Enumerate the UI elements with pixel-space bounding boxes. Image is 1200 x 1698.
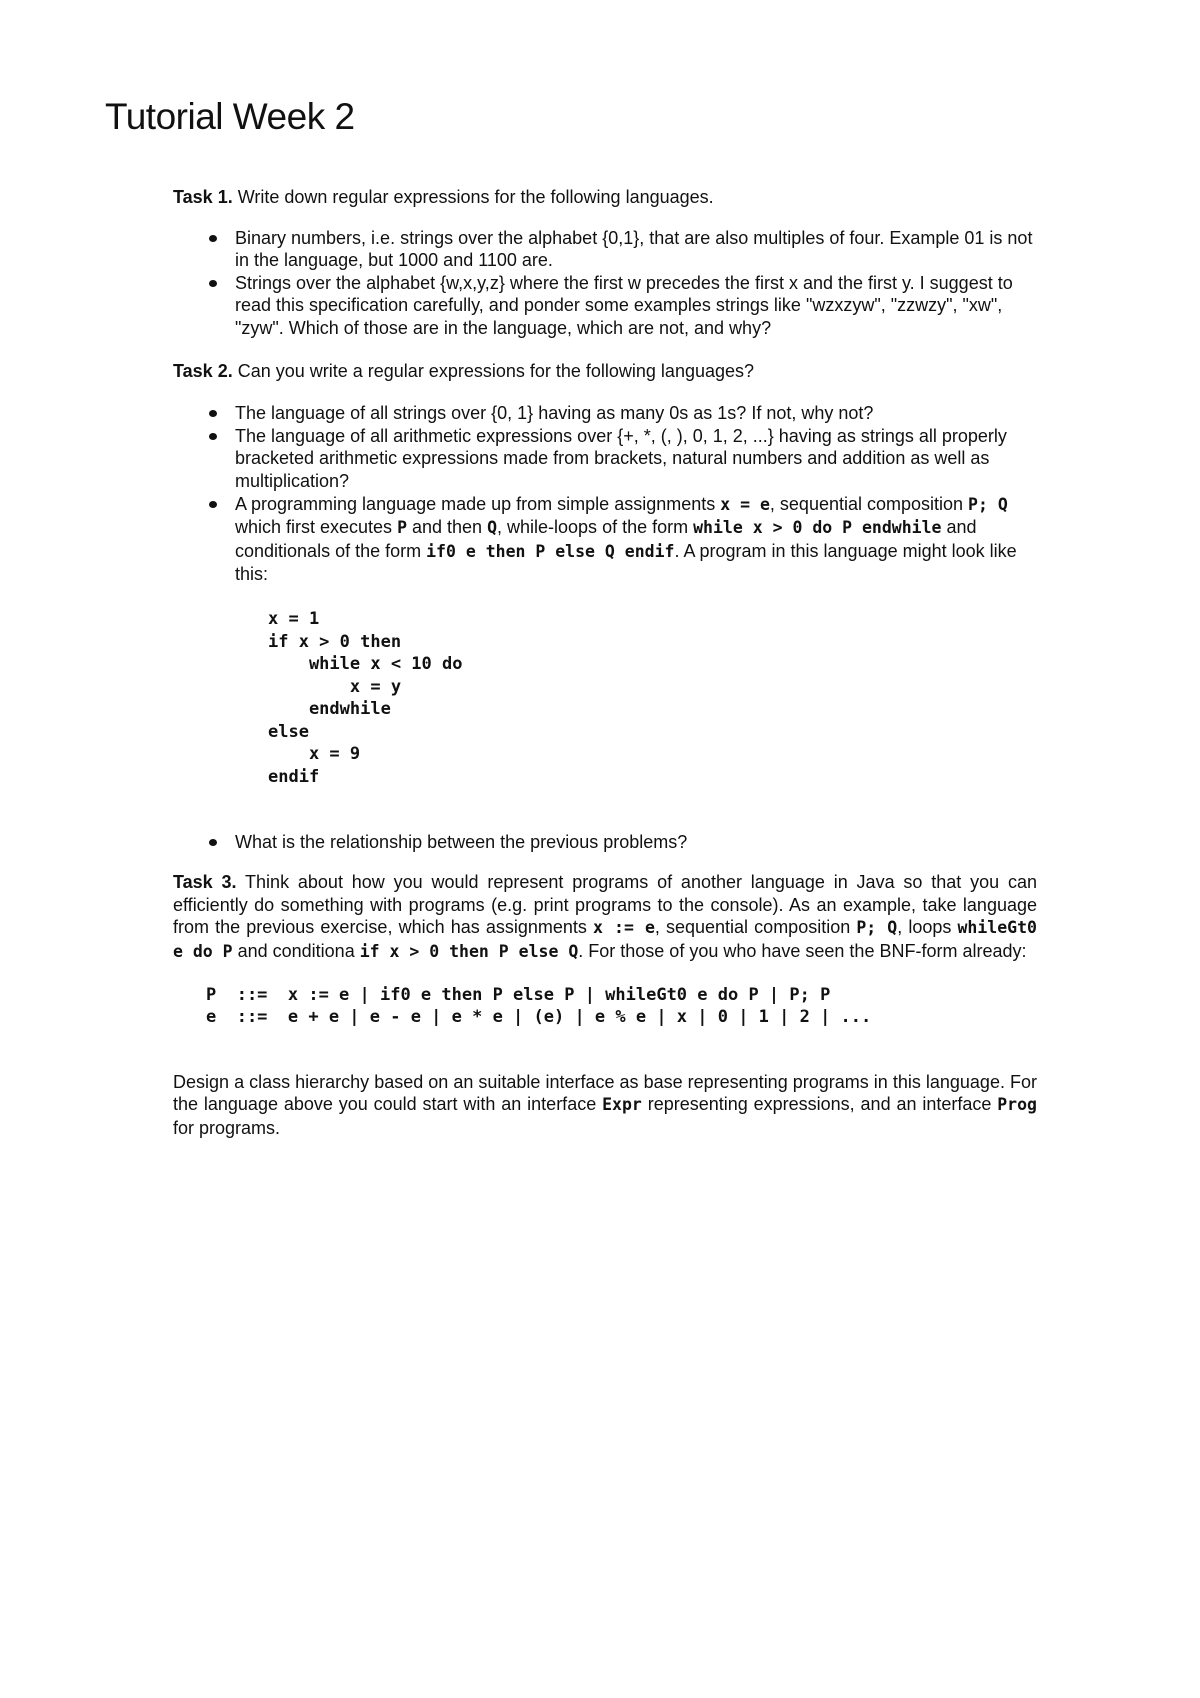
inline-code: P; Q	[856, 918, 898, 938]
task-2-list	[173, 402, 1037, 853]
inline-code: whileGt0 e do P	[173, 918, 1037, 962]
code-sample: x = 1 if x > 0 then while x < 10 do x = y endwhile else x = 9 endif	[268, 608, 463, 788]
inline-code: x := e	[593, 918, 655, 938]
bnf-grammar: P ::= x := e | if0 e then P else P | whileGt0 e do P | P; P e ::= e + e | e - e | e * e | (e) | e % e | x | 0 | 1 | 2 | ...	[206, 984, 872, 1028]
task-2-heading	[173, 360, 1037, 383]
inline-code: while x > 0 do P endwhile	[693, 518, 942, 538]
list-item: A programming language made up from simple assignments x = e, sequential composition P; Q which first executes P and then Q, while-loops of the form while x > 0 do P endwhile and conditionals of the form if0 e then P else Q endif. A program in this language might look like this: x = 1 if x > 0 then while x < 10 do x = y endwhile else x = 9 endif	[235, 493, 1037, 789]
inline-code: if x > 0 then P else Q	[359, 942, 579, 962]
list-item: Binary numbers, i.e. strings over the alphabet {0,1}, that are also multiples of four. Example 01 is not in the language, but 1000 and 1100 are.	[235, 227, 1037, 272]
document-body	[173, 186, 1037, 1140]
page-title: Tutorial Week 2	[105, 96, 355, 137]
inline-code: Q	[487, 518, 498, 538]
task-2-label: Task 2.	[173, 360, 233, 381]
task-1-intro: Write down regular expressions for the following languages.	[232, 187, 714, 207]
inline-code: x = e	[720, 494, 770, 514]
task-2-intro: Can you write a regular expressions for the following languages?	[232, 360, 755, 381]
list-item: Strings over the alphabet {w,x,y,z} where the first w precedes the first x and the first y. I suggest to read this specification carefully, and ponder some examples strings like "wzxzyw", "zzwzy", "xw", "zyw". Which of those are in the language, which are not, and why?	[235, 272, 1037, 340]
inline-code: Prog	[997, 1095, 1037, 1115]
inline-code: if0 e then P else Q endif	[426, 541, 675, 561]
task-1-heading	[173, 186, 1037, 209]
list-item: What is the relationship between the previous problems?	[235, 831, 1037, 854]
inline-code: P; Q	[968, 494, 1008, 514]
task-1-label: Task 1.	[173, 187, 233, 207]
task-1-list	[173, 227, 1037, 340]
task-3-paragraph: Task 3. Think about how you would represent programs of another language in Java so that you can efficiently do something with programs (e.g. print programs to the console). As an example, take language from the previous exercise, which has assignments x := e, sequential composition P; Q, loops whileGt0 e do P and conditiona if x > 0 then P else Q. For those of you who have seen the BNF-form already:	[173, 872, 1037, 962]
task-3-design-paragraph: Design a class hierarchy based on an suitable interface as base representing programs in this language. For the language above you could start with an interface Expr representing expressions, and an interface Prog for programs.	[173, 1071, 1037, 1138]
inline-code: P	[397, 518, 407, 538]
inline-code: Expr	[602, 1095, 642, 1115]
task-3-label: Task 3.	[173, 872, 237, 893]
list-item: The language of all arithmetic expressions over {+, *, (, ), 0, 1, 2, ...} having as strings all properly bracketed arithmetic expressions made from brackets, natural numbers and addition as well as multiplication?	[235, 425, 1037, 493]
list-item: The language of all strings over {0, 1} having as many 0s as 1s? If not, why not?	[235, 402, 1037, 425]
